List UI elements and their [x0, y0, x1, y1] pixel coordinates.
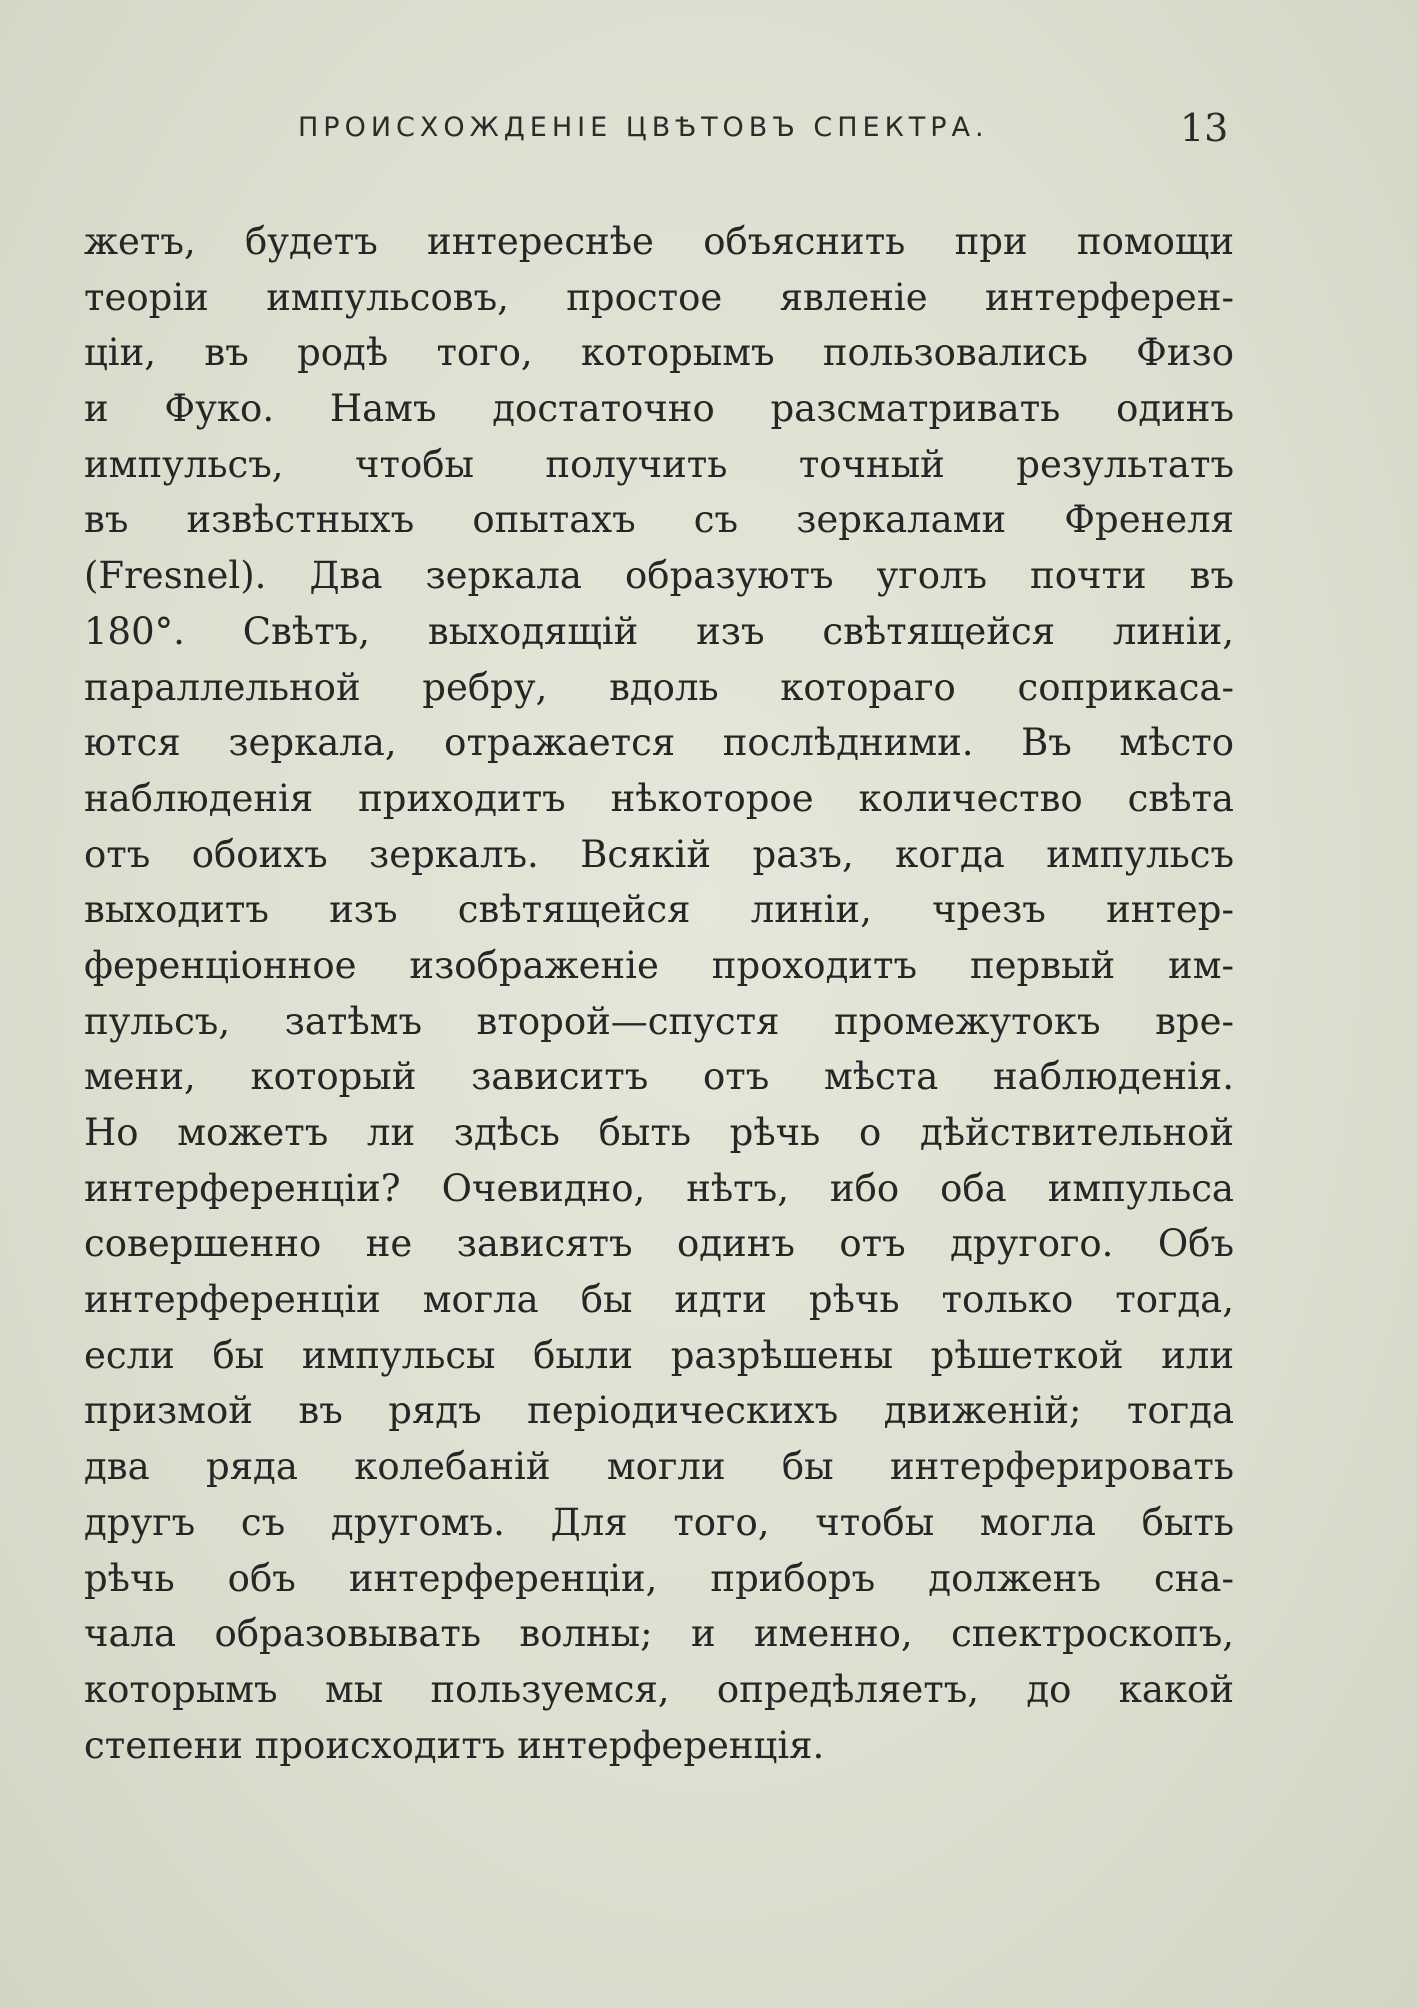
text-line: 180°. Свѣтъ, выходящій изъ свѣтящейся линіи, [84, 609, 1234, 653]
text-line: интерференціи? Очевидно, нѣтъ, ибо оба импульса [84, 1166, 1234, 1210]
text-line: два ряда колебаній могли бы интерферировать [84, 1445, 1234, 1489]
text-line: наблюденія приходитъ нѣкоторое количество свѣта [84, 776, 1234, 820]
page-number: 13 [1180, 106, 1229, 150]
text-line: степени происходитъ интерференція. [84, 1723, 825, 1767]
text-line: выходитъ изъ свѣтящейся линіи, чрезъ интер- [84, 888, 1234, 932]
text-line: если бы импульсы были разрѣшены рѣшеткой или [84, 1333, 1234, 1377]
text-line: отъ обоихъ зеркалъ. Всякій разъ, когда импульсъ [84, 832, 1234, 876]
text-line: Но можетъ ли здѣсь быть рѣчь о дѣйствительной [84, 1111, 1234, 1154]
text-line: рѣчь объ интерференціи, приборъ долженъ сна- [84, 1556, 1234, 1600]
text-line: ференціонное изображеніе проходитъ первый им- [84, 943, 1234, 987]
text-line: которымъ мы пользуемся, опредѣляетъ, до какой [84, 1667, 1234, 1711]
text-line: и Фуко. Намъ достаточно разсматривать одинъ [84, 387, 1234, 431]
text-line: (Fresnel). Два зеркала образуютъ уголъ почти въ [84, 554, 1234, 598]
text-line: импульсъ, чтобы получить точный результатъ [84, 442, 1234, 486]
text-line: мени, который зависитъ отъ мѣста наблюденія. [84, 1055, 1234, 1099]
text-line: чала образовывать волны; и именно, спектроскопъ, [84, 1612, 1234, 1656]
text-line: ются зеркала, отражается послѣдними. Въ мѣсто [84, 721, 1234, 765]
text-line: интерференціи могла бы идти рѣчь только тогда, [84, 1278, 1234, 1322]
text-line: въ извѣстныхъ опытахъ съ зеркалами Френеля [84, 498, 1234, 542]
text-line: пульсъ, затѣмъ второй—спустя промежутокъ вре- [84, 999, 1234, 1043]
text-line: совершенно не зависятъ одинъ отъ другого. Объ [84, 1222, 1234, 1266]
text-line: ціи, въ родѣ того, которымъ пользовались Физо [84, 331, 1234, 375]
text-line: жетъ, будетъ интереснѣе объяснить при помощи [84, 220, 1234, 263]
text-line: параллельной ребру, вдоль котораго соприкаса- [84, 665, 1234, 709]
text-line: призмой въ рядъ періодическихъ движеній; тогда [84, 1389, 1234, 1433]
running-head-title: ПРОИСХОЖДЕНІЕ ЦВѢТОВЪ СПЕКТРА. [298, 112, 989, 143]
text-line: теоріи импульсовъ, простое явленіе интерферен- [84, 275, 1234, 319]
text-line: другъ съ другомъ. Для того, чтобы могла быть [84, 1500, 1234, 1544]
body-text [84, 214, 1234, 1773]
running-head [0, 108, 1417, 158]
